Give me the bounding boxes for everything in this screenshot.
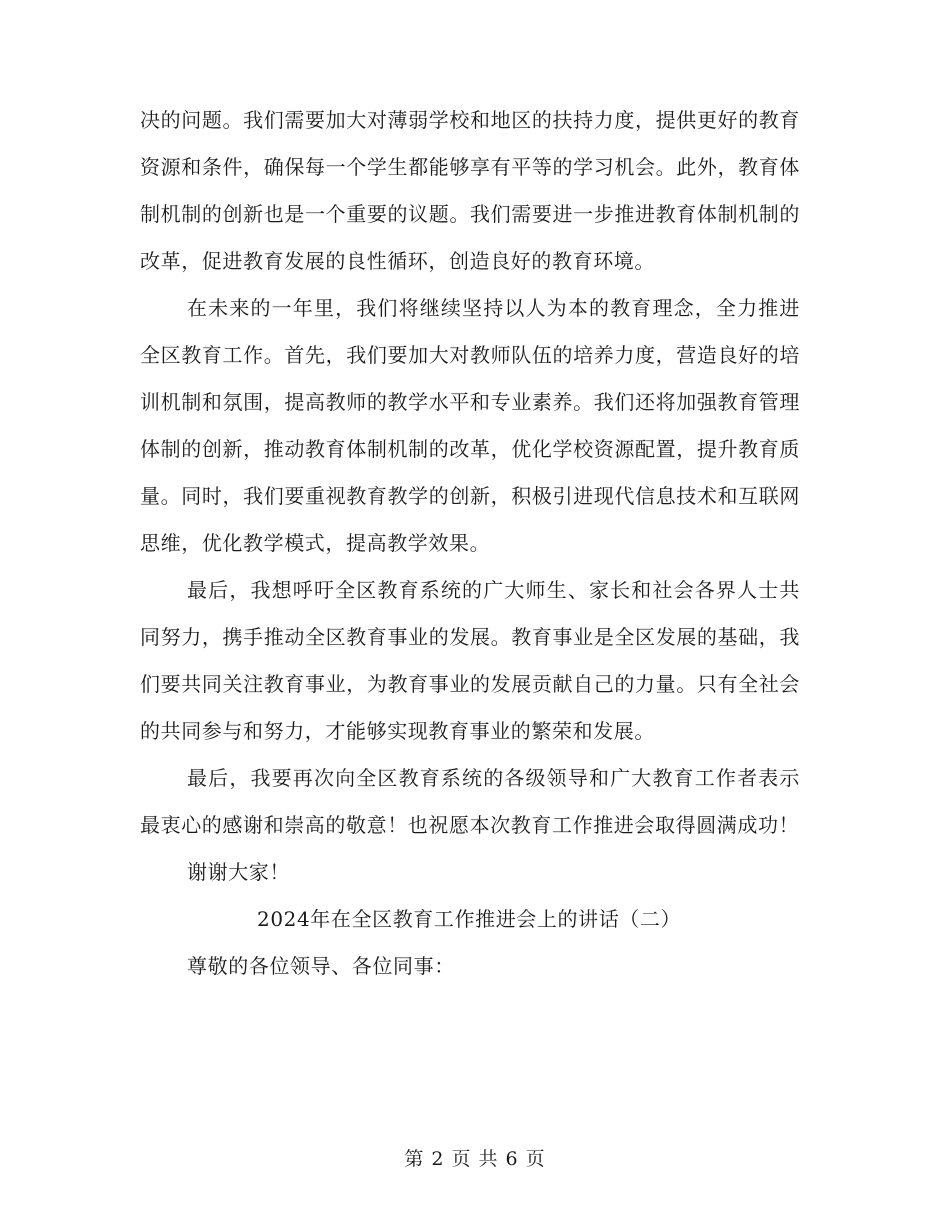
paragraph-future-plans: 在未来的一年里，我们将继续坚持以人为本的教育理念，全力推进全区教育工作。首先，我们要加大对教师队伍的培养力度，营造良好的培训机制和氛围，提高教师的教学水平和专业素养。我们还将加强教育管理体制的创新，推动教育体制机制的改革，优化学校资源配置，提升教育质量。同时，我们要重视教育教学的创新，积极引进现代信息技术和互联网思维，优化教学模式，提高教学效果。 <box>140 296 800 555</box>
paragraph-gratitude: 最后，我要再次向全区教育系统的各级领导和广大教育工作者表示最衷心的感谢和崇高的敬意！也祝愿本次教育工作推进会取得圆满成功！ <box>140 766 800 837</box>
section-title: 2024年在全区教育工作推进会上的讲话（二） <box>257 907 682 931</box>
paragraph-thanks: 谢谢大家！ <box>187 860 290 884</box>
document-body <box>140 97 800 990</box>
paragraph-appeal: 最后，我想呼吁全区教育系统的广大师生、家长和社会各界人士共同努力，携手推动全区教育事业的发展。教育事业是全区发展的基础，我们要共同关注教育事业，为教育事业的发展贡献自己的力量。只有全社会的共同参与和努力，才能够实现教育事业的繁荣和发展。 <box>140 578 800 743</box>
paragraph-continuation: 决的问题。我们需要加大对薄弱学校和地区的扶持力度，提供更好的教育资源和条件，确保每一个学生都能够享有平等的学习机会。此外，教育体制机制的创新也是一个重要的议题。我们需要进一步推进教育体制机制的改革，促进教育发展的良性循环，创造良好的教育环境。 <box>140 108 800 273</box>
page-number-footer: 第 2 页 共 6 页 <box>404 1148 546 1170</box>
salutation: 尊敬的各位领导、各位同事： <box>187 954 455 978</box>
